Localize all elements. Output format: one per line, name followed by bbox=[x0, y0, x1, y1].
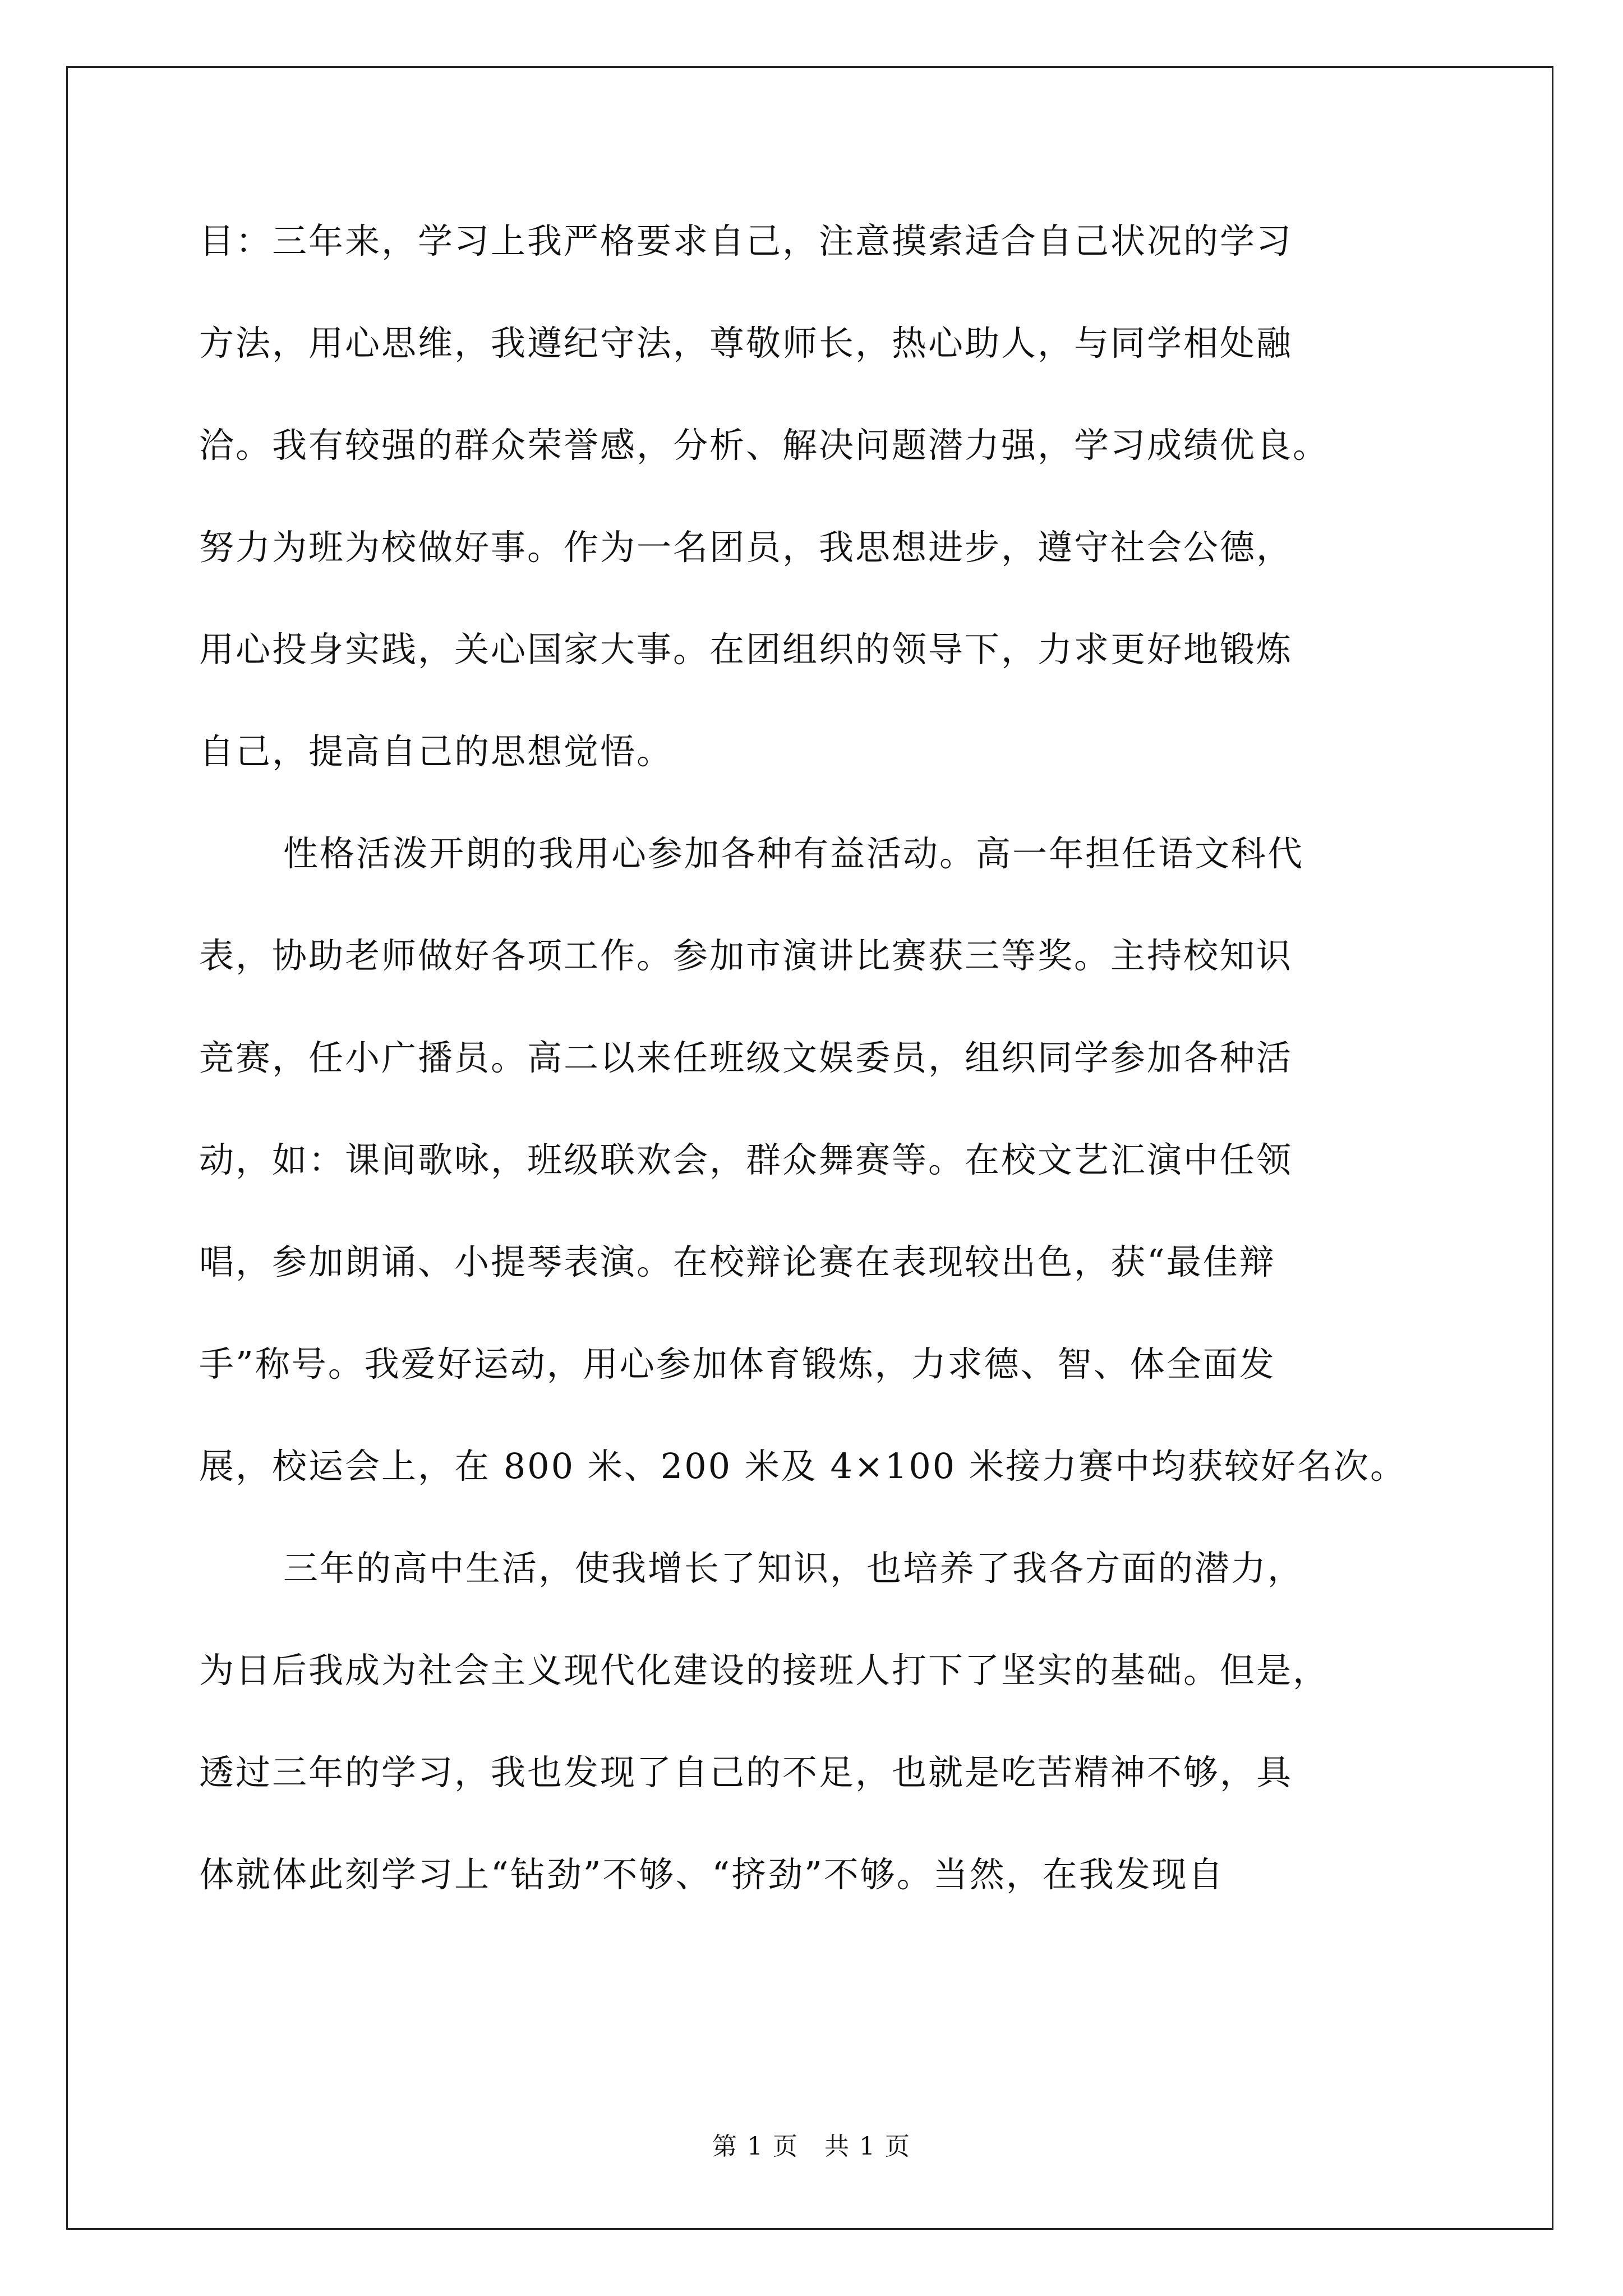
text-line: 竞赛，任小广播员。高二以来任班级文娱委员，组织同学参加各种活 bbox=[199, 1037, 1293, 1078]
text-line: 目：三年来，学习上我严格要求自己，注意摸索适合自己状况的学习 bbox=[199, 220, 1293, 261]
text-line: 自己，提高自己的思想觉悟。 bbox=[199, 731, 674, 772]
text-line: 唱，参加朗诵、小提琴表演。在校辩论赛在表现较出色，获“最佳辩 bbox=[199, 1241, 1276, 1282]
paragraph-start-line: 性格活泼开朗的我用心参加各种有益活动。高一年担任语文科代 bbox=[283, 833, 1304, 874]
text-line: 用心投身实践，关心国家大事。在团组织的领导下，力求更好地锻炼 bbox=[199, 629, 1293, 670]
text-line: 体就体此刻学习上“钻劲”不够、“挤劲”不够。当然，在我发现自 bbox=[199, 1854, 1225, 1895]
text-line: 洽。我有较强的群众荣誉感，分析、解决问题潜力强，学习成绩优良。 bbox=[199, 425, 1330, 466]
text-line: 努力为班为校做好事。作为一名团员，我思想进步，遵守社会公德， bbox=[199, 527, 1293, 568]
text-line: 透过三年的学习，我也发现了自己的不足，也就是吃苦精神不够，具 bbox=[199, 1752, 1293, 1793]
document-body bbox=[199, 213, 1433, 1949]
text-line: 表，协助老师做好各项工作。参加市演讲比赛获三等奖。主持校知识 bbox=[199, 935, 1293, 976]
text-line: 方法，用心思维，我遵纪守法，尊敬师长，热心助人，与同学相处融 bbox=[199, 323, 1293, 364]
text-line: 为日后我成为社会主义现代化建设的接班人打下了坚实的基础。但是， bbox=[199, 1650, 1330, 1691]
text-line: 手”称号。我爱好运动，用心参加体育锻炼，力求德、智、体全面发 bbox=[199, 1343, 1276, 1384]
page-number-footer: 第 1 页 共 1 页 bbox=[712, 2132, 911, 2161]
text-line: 动，如：课间歌咏，班级联欢会，群众舞赛等。在校文艺汇演中任领 bbox=[199, 1139, 1293, 1180]
text-line: 展，校运会上，在 800 米、200 米及 4×100 米接力赛中均获较好名次。 bbox=[199, 1446, 1407, 1487]
paragraph-start-line: 三年的高中生活，使我增长了知识，也培养了我各方面的潜力， bbox=[283, 1548, 1304, 1589]
